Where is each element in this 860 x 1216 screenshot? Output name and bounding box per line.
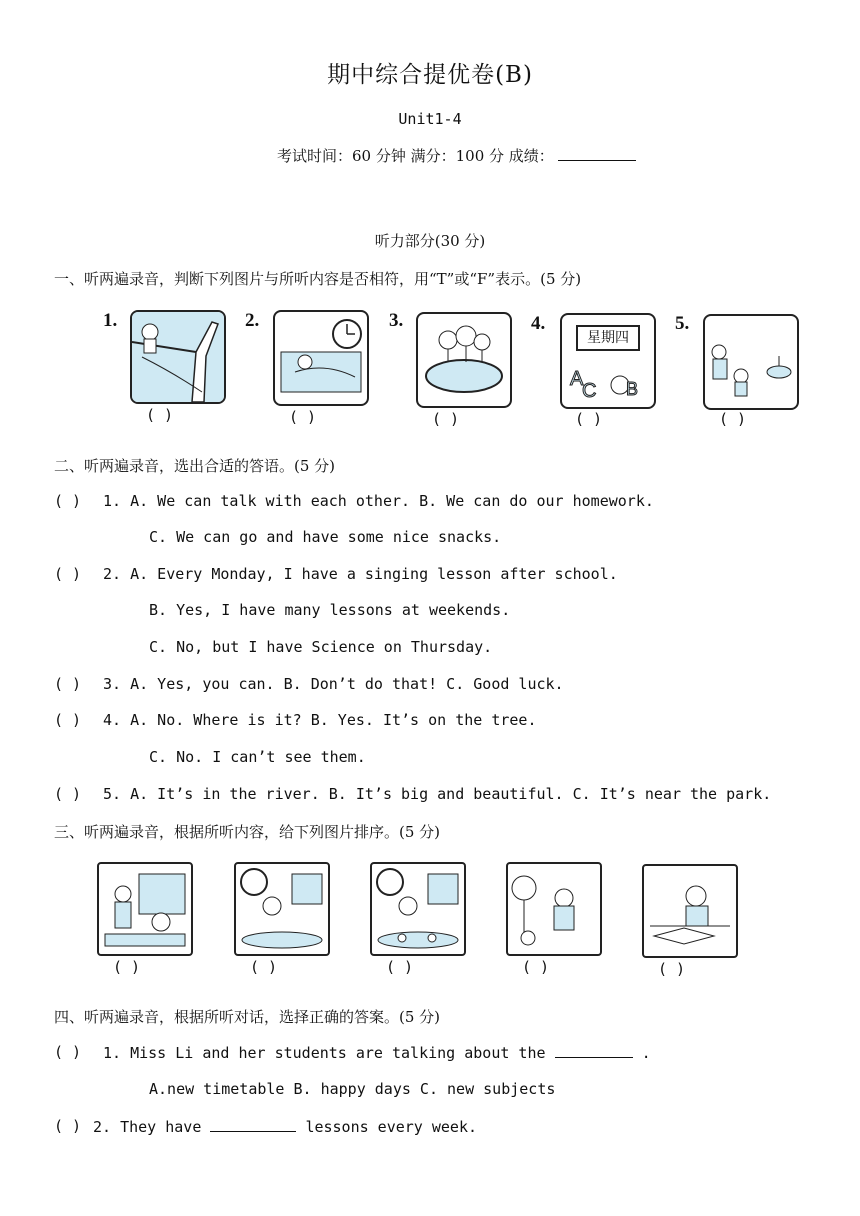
pic1-number: 1. [103,310,118,331]
s3-pic4-outdoors [506,862,602,956]
pic3-answer-paren[interactable]: ( ) [432,410,460,428]
s3-pic3-paren[interactable]: ( ) [386,958,414,976]
s4-q2 [93,1117,477,1136]
pic4-answer-paren[interactable]: ( ) [575,410,603,428]
s2-q3-paren[interactable]: ( ) [54,675,82,693]
pic1-answer-paren[interactable]: ( ) [146,406,174,424]
s3-pic1-paren[interactable]: ( ) [113,958,141,976]
s2-q1-option-c: C. We can go and have some nice snacks. [149,528,502,546]
section4-heading: 四、听两遍录音，根据所听对话，选择正确的答案。(5 分) [54,1008,441,1026]
pic5-answer-paren[interactable]: ( ) [719,410,747,428]
page-title: 期中综合提优卷(B) [327,62,533,88]
exam-info [277,145,636,166]
s4-q2-text: 2. They have [93,1118,202,1136]
svg-text:A: A [570,368,584,390]
pic2-number: 2. [245,310,260,331]
score-blank[interactable] [558,146,636,161]
s2-q2: 2. A. Every Monday, I have a singing lesson after school. [103,565,618,583]
s4-q1-period: . [641,1044,651,1062]
s3-pic5-reading [642,864,738,958]
s2-q2-option-b: B. Yes, I have many lessons at weekends. [149,601,511,619]
s2-q3: 3. A. Yes, you can. B. Don’t do that! C. Good luck. [103,675,564,693]
s2-q4-paren[interactable]: ( ) [54,711,82,729]
pic4-thursday-letters [560,313,656,409]
thursday-sign: 星期四 [576,325,640,351]
s3-pic1-classroom [97,862,193,956]
pic2-answer-paren[interactable]: ( ) [289,408,317,426]
s2-q2-option-c: C. No, but I have Science on Thursday. [149,638,493,656]
pic4-number: 4. [531,313,546,334]
exam-info-text: 考试时间：60 分钟 满分：100 分 成绩： [277,147,554,165]
s2-q5-paren[interactable]: ( ) [54,785,82,803]
s4-q2-paren[interactable]: ( ) [54,1117,82,1135]
s4-q1-paren[interactable]: ( ) [54,1043,82,1061]
s4-q1-blank[interactable] [555,1043,633,1058]
pic1-monkey-tree [130,310,226,404]
unit-range: Unit1-4 [398,110,462,128]
part-title: 听力部分(30 分) [374,232,486,250]
pic5-animals-cake [703,314,799,410]
section2-heading: 二、听两遍录音，选出合适的答语。(5 分) [54,457,336,475]
s2-q2-paren[interactable]: ( ) [54,565,82,583]
s4-q2-blank[interactable] [210,1117,296,1132]
s4-q1 [103,1043,651,1062]
pic3-number: 3. [389,310,404,331]
pic5-number: 5. [675,313,690,334]
s3-pic3-dinner [370,862,466,956]
pic3-park-lake [416,312,512,408]
s4-q1-text: 1. Miss Li and her students are talking about the [103,1044,546,1062]
s2-q5: 5. A. It’s in the river. B. It’s big and beautiful. C. It’s near the park. [103,785,772,803]
s4-q1-options: A.new timetable B. happy days C. new subjects [149,1080,556,1098]
s3-pic2-breakfast [234,862,330,956]
svg-text:B: B [626,379,639,399]
svg-text:C: C [582,380,597,402]
s3-pic2-paren[interactable]: ( ) [250,958,278,976]
pic2-sleeping [273,310,369,406]
s4-q2-text-end: lessons every week. [305,1118,478,1136]
s3-pic4-paren[interactable]: ( ) [522,958,550,976]
s3-pic5-paren[interactable]: ( ) [658,960,686,978]
s2-q4-option-c: C. No. I can’t see them. [149,748,366,766]
section3-heading: 三、听两遍录音，根据所听内容，给下列图片排序。(5 分) [54,823,441,841]
s2-q1: 1. A. We can talk with each other. B. We can do our homework. [103,492,654,510]
section1-heading: 一、听两遍录音，判断下列图片与所听内容是否相符，用“T”或“F”表示。(5 分) [54,270,582,288]
s2-q1-paren[interactable]: ( ) [54,492,82,510]
s2-q4: 4. A. No. Where is it? B. Yes. It’s on the tree. [103,711,537,729]
